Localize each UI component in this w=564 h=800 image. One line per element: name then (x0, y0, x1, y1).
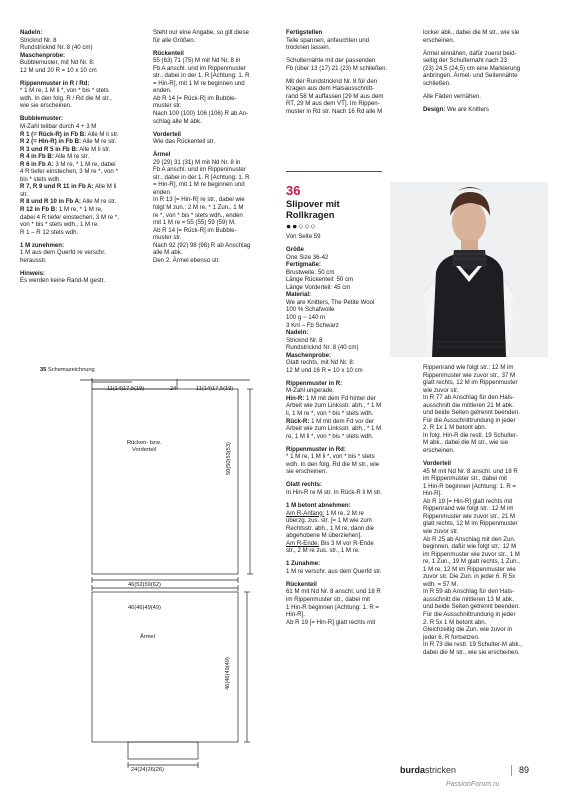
decrease-heading: 1 M betont abnehmen: (286, 502, 351, 509)
finishing-text-2: Schulternähte mit der passenden Fb (über 13 (17) 21 (23) M schließen. (286, 57, 388, 72)
difficulty-rating: ●●○○○ (286, 221, 317, 231)
diagram-caption: 35 Schemazeichnung (40, 367, 95, 373)
sleeve-label: Ärmel (140, 634, 155, 640)
pattern-36 (286, 184, 386, 626)
back-text: 55 (63) 71 (75) M mit Nd Nr. 8 in Fb A anschl. und im Rippenmuster str., dabei in der 1. R [Achtung: 1. R = Hin-R], mit 1 M re beginnen und enden. Ab R 14 [= Rück-R] im Bubble- muster str. Nach 100 (100) 106 (106) R ab An- schlag alle M abk. (153, 57, 250, 125)
rib-text-36: M-Zahl ungerade. (286, 387, 335, 395)
finishing-column-2 (423, 29, 548, 113)
size-heading: Größe (286, 246, 304, 254)
measures-heading: Fertigmaße: (286, 261, 321, 269)
size-text: One Size 36-42 (286, 253, 329, 261)
finishing-heading: Fertigstellen (286, 29, 323, 36)
hin-row: Hin-R: 1 M mit dem Fd hinter der Arbeit wie zum Linksstr. abh., * 1 M li, 1 M re *, von * bis * stets wdh. (286, 394, 382, 418)
rib-text: * 1 M re, 1 M li *, von * bis * stets wdh. In den folg. R / Rd die M str., wie sie erscheinen. (20, 87, 112, 110)
back-text-cont: Rippenrand wie folgt str.: 12 M im Rippenmuster wie zuvor str., 37 M glatt rechts, 12 M im Rippenmuster wie zuvor str. In R 77 ab Anschlag für den Hals- ausschnitt die mittleren 21 M abk. und beide Seiten getrennt beenden. Für die Ausschnittrundung in jeder 2. R 1x 1 M betont abn. In folg. Hin-R die restl. 19 Schulter- M abk., dabei die M str., wie sie erscheinen. (423, 364, 520, 455)
rib-heading-36: Rippenmuster in R: (286, 379, 343, 387)
slipover-illustration (390, 182, 548, 357)
pattern-number: 36 (286, 183, 301, 198)
sleeve-top-width: 46(46)49(49) (128, 605, 161, 611)
cuff-width: 24(24)26(26) (131, 767, 164, 773)
decrease-end: Am R-Ende: Bis 3 M vor R-Ende str., 2 M re zus. str., 1 M re. (286, 539, 374, 555)
pattern-divider (286, 171, 382, 172)
stockinette-heading: Glatt rechts: (286, 481, 322, 489)
bubble-row-4: R 4 in Fb B: Alle M re str. (20, 153, 90, 161)
instructions-column (153, 29, 271, 264)
finishing-text-4: locker abk., dabei die M str., wie sie erscheinen. (423, 29, 520, 44)
back-heading: Rückenteil (153, 49, 184, 57)
material-heading: Material: (286, 291, 312, 299)
gauge-heading: Maschenprobe: (20, 51, 66, 59)
model-photo (390, 182, 548, 357)
rib-heading: Rippenmuster in R / Rd: (20, 79, 90, 87)
needles-heading: Nadeln: (20, 29, 43, 36)
source-page: Von Seite 59 (286, 233, 321, 240)
sleeve-height: 46(46)49(49) (225, 657, 231, 690)
bubble-row-7: R 7, R 9 und R 11 in Fb A: Alle M li str. (20, 183, 117, 198)
decrease-start: Am R-Anfang: 1 M re, 2 M re überzg. zus. str. [= 1 M wie zum Rechtsstr. abh., 1 M re, dann die abgehobene M überziehen]. (286, 509, 375, 540)
ruck-row: Rück-R: 1 M mit dem Fd vor der Arbeit wie zum Linksstr. abh., * 1 M re, 1 M li *, von * bis * stets wdh. (286, 417, 382, 440)
note-heading: Hinweis: (20, 269, 46, 277)
gauge-heading-36: Maschenprobe: (286, 351, 332, 359)
note-text: Es werden keine Rand-M gestr. (20, 277, 106, 285)
needles-text: Stricknd Nr. 8 Rundstricknd Nr. 8 (40 cm) (20, 36, 93, 52)
increase-heading: 1 M zunehmen: (20, 241, 65, 249)
gauge-text-36: Glatt rechts, mit Nd Nr. 8: 12 M und 16 R = 10 x 10 cm (286, 359, 363, 374)
rib-round-heading: Rippenmuster in Rd: (286, 445, 346, 453)
page-number: 89 (519, 765, 530, 775)
finishing-column (286, 29, 404, 115)
bubble-row-12: R 12 in Fb B: 1 M re, * 1 M re, dabei 4 R tiefer einstechen, 3 M re *, von * bis * stets wdh., 1 M re. (20, 206, 119, 229)
bubble-row-2: R 2 (= Hin-R) in Fb B: Alle M re str. (20, 138, 117, 146)
shoulder-width-left: 11(14)17,5(19) (107, 386, 145, 392)
needles-text-36: Stricknd Nr. 8 Rundstricknd Nr. 8 (40 cm) (286, 336, 359, 352)
increase-text: 1 M aus dem Querfd re verschr. herausstr. (20, 249, 106, 264)
bubble-row-3: R 3 und R 5 in Fb B: Alle M li str. (20, 145, 111, 153)
finishing-text-1: Teile spannen, anfeuchten und trocknen lassen. (286, 36, 370, 52)
front-heading: Vorderteil (153, 130, 181, 138)
finishing-text-3: Mit der Rundstricknd Nr. 8 für den Kragen aus dem Halsausschnitt- rand 58 M auffassen [29 M aus dem RT, 29 M aus dem VT]. Im Rippen- muster in Rd str. Nach 16 Rd alle M (286, 77, 384, 115)
rib-round-text: * 1 M re, 1 M li *, von * bis * stets wdh. In den folg. Rd die M str., wie sie erscheinen. (286, 453, 380, 476)
finishing-text-5: Ärmel einnähen, dafür zuerst beid- seitig der Schulternaht nach 23 (23) 24,5 (24,5) cm eine Markierung anbringen. Ärmel- und Seitennähte schließen. (423, 49, 521, 87)
materials-column (20, 29, 138, 285)
back-heading-36: Rückenteil (286, 580, 317, 588)
front-text-36: 45 M mit Nd Nr. 8 anschl. und 18 R im Rippenmuster str., dabei mit 1 Hin-R beginnen [Achtung: 1. R = Hin-R]. Ab R 19 [= Hin-R] glatt rechts mit Rippenrand wie folgt str.: 12 M im Rippenmuster wie zuvor str., 21 M glatt rechts, 12 M im Rippenmuster wie zuvor str. Ab R 25 ab Anschlag mit den Zun. beginnen, dafür wie folgt str.: 12 M im Rippenmuster wie zuvor str., 1 M re, 1 Zun., 19 M glatt rechts, 1 Zun., 1 M re, 12 M im Rippenmuster wie zuvor str. Die Zun. in jeder 6. R 5x wdh. = 57 M. In R 59 ab Anschlag für den Hals- ausschnitt die mittleren 13 M abk. und beide Seiten getrennt beenden. Für die Ausschnittrundung in jeder 2. R 5x 1 M betont abn. Gleichzeitig die Zun. wie zuvor in jeder 6. R fortsetzen. In R 73 die restl. 19 Schulter-M abk., dabei die M str., wie sie erscheinen. (423, 467, 522, 656)
shoulder-width-right: 11(14)17,5(19) (196, 386, 234, 392)
pattern-title: Slipover mit Rollkragen (286, 198, 340, 220)
sleeve-heading: Ärmel (153, 151, 171, 159)
front-text: Wie das Rückenteil str. (153, 138, 215, 146)
front-heading-36: Vorderteil (423, 460, 451, 468)
measures-text: Brustweite: 50 cm Länge Rückenteil: 50 cm Länge Vorderteil: 45 cm (286, 268, 354, 291)
size-note: Steht nur eine Angabe, so gilt diese für alle Größen. (153, 29, 249, 44)
design-credit: Design: We are Knitters (423, 105, 489, 113)
increase-text-36: 1 M re verschr. aus dem Querfd str. (286, 567, 382, 575)
bubble-row-1: R 1 (= Rück-R) in Fb B: Alle M li str. (20, 130, 119, 138)
increase-heading-36: 1 Zunahme: (286, 560, 321, 568)
back-text-36: 61 M mit Nd Nr. 8 anschl. und 18 R im Rippenmuster str., dabei mit 1 Hin-R beginnen [Achtung: 1. R = Hin-R]. Ab R 19 [= Hin-R] glatt rechts mit (286, 588, 381, 626)
neck-width: 24 (170, 386, 177, 392)
sleeve-text: 29 (29) 31 (31) M mit Nd Nr. 8 in Fb A anschl. und im Rippenmuster str., dabei in der 1. R [Achtung: 1. R = Hin-R], mit 1 M re beginnen und enden. In R 13 [= Hin-R] re str., dabei wie folgt M zun.: 2 M re, * 1 Zun., 1 M re *, von * bis * stets wdh., enden mit 1 M re = 55 (55) 59 (59) M. Ab R 14 [= Rück-R] im Bubble- muster str. Nach 92 (92) 98 (98) R ab Anschlag alle M abk. Den 2. Ärmel ebenso str. (153, 158, 251, 264)
bubble-row-8: R 8 und R 10 in Fb A: Alle M re str. (20, 198, 117, 206)
body-width: 46(52)59(62) (128, 582, 161, 588)
gauge-text: Bubblemuster, mit Nd Nr. 8: 12 M und 20 R = 10 x 10 cm (20, 59, 97, 74)
front-column (423, 364, 548, 656)
footer-brand: burdastricken (400, 765, 457, 775)
material-text: We are Knitters, The Petite Wool 100 % Schafwolle 100 g ~ 140 m 3 Knl – Fb Schwarz (286, 298, 375, 329)
bubble-count: M-Zahl teilbar durch 4 + 3 M (20, 123, 97, 131)
body-piece-label: Rücken- bzw. Vorderteil (127, 440, 162, 453)
finishing-text-6: Alle Fäden vernähen. (423, 92, 481, 100)
bubble-heading: Bubblemuster: (20, 115, 63, 123)
bubble-repeat: R 1 – R 12 stets wdh. (20, 228, 79, 236)
footer-separator (511, 765, 512, 776)
bubble-row-6: R 6 in Fb A: 3 M re, * 1 M re, dabei 4 R tiefer einstechen, 3 M re *, von * bis * stets wdh. (20, 160, 118, 183)
needles-heading-36: Nadeln: (286, 329, 309, 337)
body-height: 50(50)53(53) (226, 442, 232, 475)
stockinette-text: In Hin-R re M str. In Rück-R li M str. (286, 488, 382, 496)
watermark: PassionForum.ru (446, 781, 500, 788)
